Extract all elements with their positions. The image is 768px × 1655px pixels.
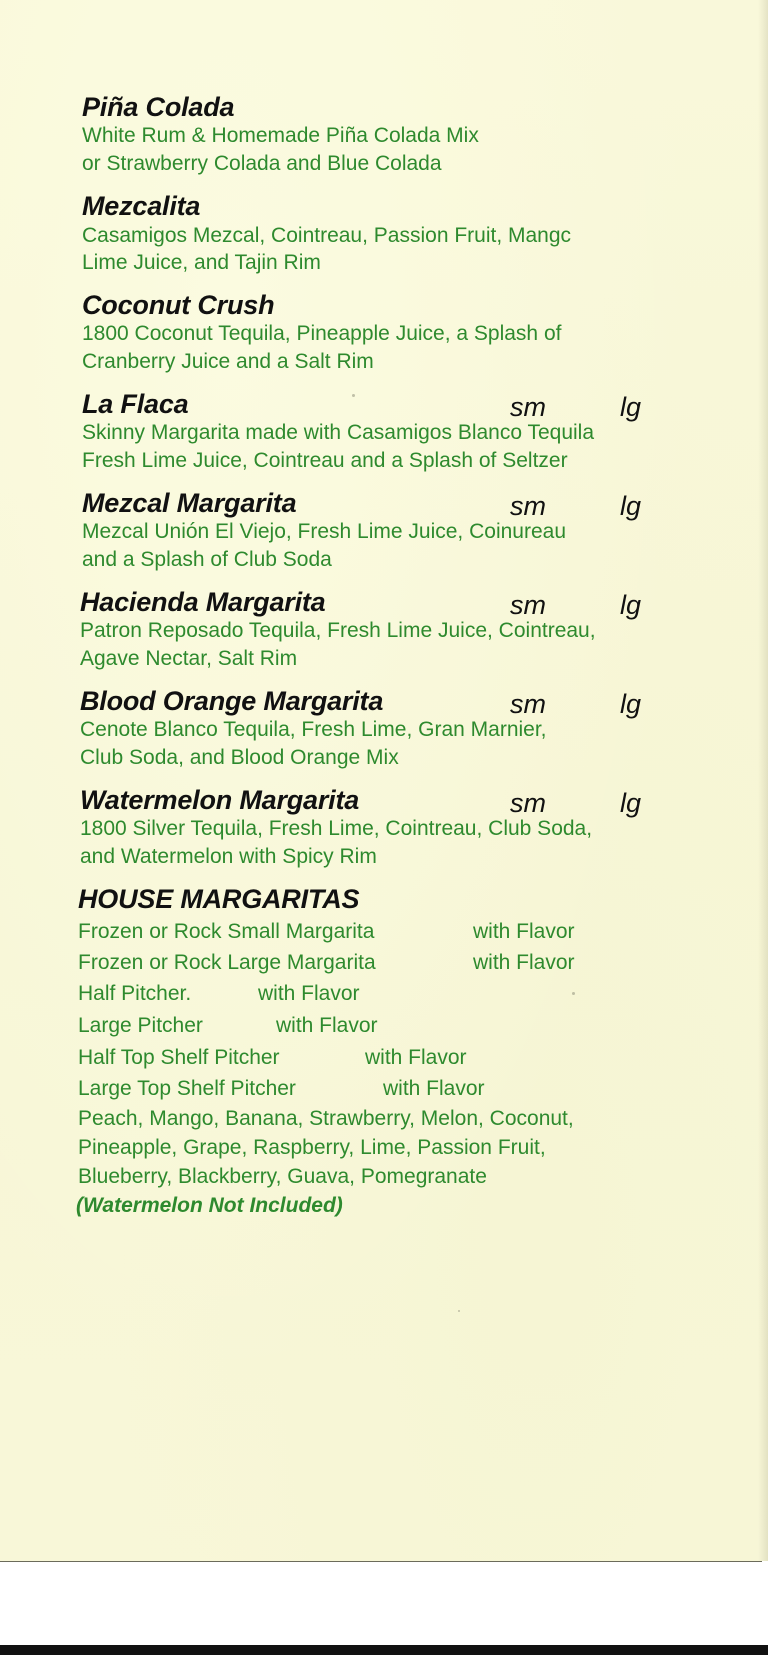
house-row-flavor: with Flavor xyxy=(276,1014,378,1037)
flavor-list-line: Peach, Mango, Banana, Strawberry, Melon, Coconut, xyxy=(78,1107,574,1130)
item-description-line: Lime Juice, and Tajin Rim xyxy=(82,251,321,274)
size-small-label: sm xyxy=(510,590,546,620)
item-name: Hacienda Margarita xyxy=(80,587,326,617)
watermelon-note: (Watermelon Not Included) xyxy=(76,1194,343,1217)
scan-speck xyxy=(458,1310,460,1312)
size-small-label: sm xyxy=(510,491,546,521)
item-name: La Flaca xyxy=(82,389,189,419)
item-description-line: 1800 Silver Tequila, Fresh Lime, Cointreau, Club Soda, xyxy=(80,817,593,840)
size-large-label: lg xyxy=(620,491,642,521)
house-row-label: Frozen or Rock Small Margarita xyxy=(78,920,375,943)
item-description-line: White Rum & Homemade Piña Colada Mix xyxy=(82,124,479,147)
page-bottom-edge xyxy=(0,1561,762,1562)
scan-speck xyxy=(572,992,575,995)
size-small-label: sm xyxy=(510,788,546,818)
house-row-label: Frozen or Rock Large Margarita xyxy=(78,951,376,974)
item-description-line: and a Splash of Club Soda xyxy=(82,548,332,571)
size-large-label: lg xyxy=(620,590,642,620)
size-small-label: sm xyxy=(510,689,546,719)
item-description-line: Mezcal Unión El Viejo, Fresh Lime Juice, Coinureau xyxy=(82,520,567,543)
item-description-line: or Strawberry Colada and Blue Colada xyxy=(82,152,442,175)
scan-speck xyxy=(352,394,355,397)
size-large-label: lg xyxy=(620,392,642,422)
item-description-line: Skinny Margarita made with Casamigos Blanco Tequila xyxy=(82,421,595,444)
page-edge-shadow xyxy=(758,0,768,1561)
item-description-line: 1800 Coconut Tequila, Pineapple Juice, a Splash of xyxy=(82,322,562,345)
section-title: HOUSE MARGARITAS xyxy=(78,884,360,914)
house-row-flavor: with Flavor xyxy=(473,951,575,974)
size-large-label: lg xyxy=(620,689,642,719)
item-description-line: Casamigos Mezcal, Cointreau, Passion Fruit, Mangc xyxy=(82,224,572,247)
house-row-label: Large Pitcher xyxy=(78,1014,203,1037)
item-name: Watermelon Margarita xyxy=(80,785,360,815)
size-large-label: lg xyxy=(620,788,642,818)
item-description-line: Cranberry Juice and a Salt Rim xyxy=(82,350,374,373)
item-description-line: Club Soda, and Blood Orange Mix xyxy=(80,746,399,769)
house-row-flavor: with Flavor xyxy=(473,920,575,943)
house-row-label: Half Pitcher. xyxy=(78,982,192,1005)
item-name: Mezcal Margarita xyxy=(82,488,297,518)
item-description-line: and Watermelon with Spicy Rim xyxy=(80,845,377,868)
item-description-line: Patron Reposado Tequila, Fresh Lime Juice, Cointreau, xyxy=(80,619,596,642)
house-row-label: Half Top Shelf Pitcher xyxy=(78,1046,280,1069)
house-row-label: Large Top Shelf Pitcher xyxy=(78,1077,296,1100)
house-row-flavor: with Flavor xyxy=(258,982,360,1005)
item-description-line: Cenote Blanco Tequila, Fresh Lime, Gran Marnier, xyxy=(80,718,547,741)
flavor-list-line: Pineapple, Grape, Raspberry, Lime, Passion Fruit, xyxy=(78,1136,546,1159)
flavor-list-line: Blueberry, Blackberry, Guava, Pomegranate xyxy=(78,1165,487,1188)
size-small-label: sm xyxy=(510,392,546,422)
item-description-line: Fresh Lime Juice, Cointreau and a Splash of Seltzer xyxy=(82,449,568,472)
item-name: Piña Colada xyxy=(82,92,235,122)
scan-border xyxy=(0,1645,768,1655)
item-name: Mezcalita xyxy=(82,191,201,221)
item-description-line: Agave Nectar, Salt Rim xyxy=(80,647,298,670)
house-row-flavor: with Flavor xyxy=(383,1077,485,1100)
house-row-flavor: with Flavor xyxy=(365,1046,467,1069)
item-name: Coconut Crush xyxy=(82,290,275,320)
item-name: Blood Orange Margarita xyxy=(80,686,384,716)
